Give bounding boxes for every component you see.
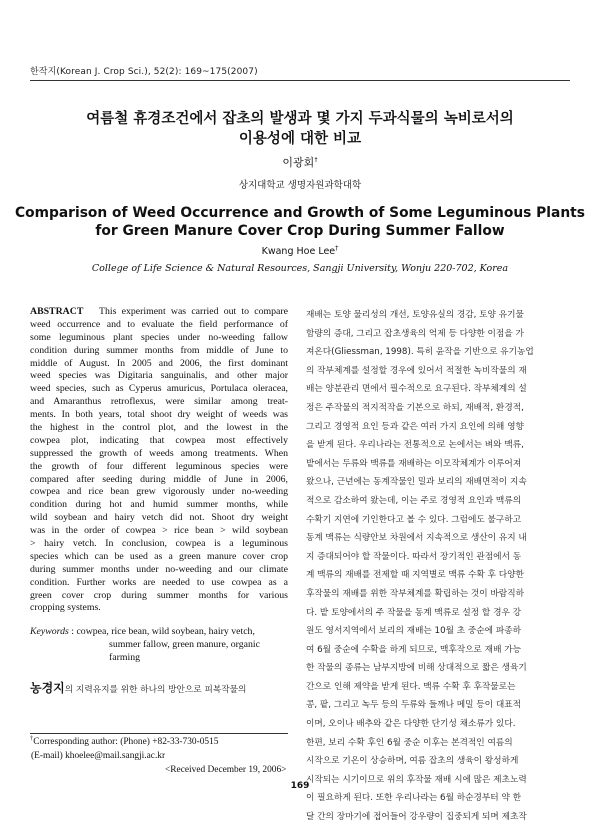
- korean-title-line-2: 이용성에 대한 비교: [238, 131, 362, 147]
- body-line: 배는 양분관리 면에서 필수적으로 요구된다. 작부체계의 설: [306, 384, 527, 395]
- abstract-line: suppressed the growth of weeds among treatments. When: [30, 447, 288, 459]
- body-line: 적으로 감소하여 왔는데, 이는 주로 경영적 요인과 맥류의: [306, 495, 522, 506]
- abstract-line: during summer months under no-weeding and our climate: [30, 563, 288, 575]
- keywords-line-2: summer fallow, green manure, organic farming: [109, 639, 260, 664]
- body-line: 한 작물의 종류는 남부지방에 비해 상대적으로 짧은 생육기: [306, 663, 527, 674]
- korean-affiliation: 상지대학교 생명자원과학대학: [238, 180, 362, 191]
- korean-title-line-1: 여름철 휴경조건에서 잡초의 발생과 몇 가지 두과식물의 녹비로서의: [86, 111, 514, 127]
- author-mark: †: [314, 155, 318, 164]
- footnote-mark: †: [30, 734, 34, 742]
- intro-dropword: 농경지: [30, 681, 65, 696]
- abstract-line: the growth of four different leguminous species were: [30, 460, 288, 472]
- english-author-mark: †: [335, 243, 339, 252]
- body-line: 의 작부체계를 설정할 경우에 있어서 적절한 녹비작물의 재: [306, 365, 527, 376]
- body-line: 함량의 증대, 그리고 잡초생육의 억제 등 다양한 이점을 가: [306, 328, 524, 339]
- footnote-corresponding: [30, 734, 219, 747]
- body-line: 시작으로 기온이 상승하며, 여름 잡초의 생육이 왕성하게: [306, 756, 519, 767]
- right-column: [306, 306, 570, 827]
- abstract-line: and Amaranthus retroflexus, were similar among treat-: [30, 396, 288, 408]
- body-line: 그리고 경영적 요인 등과 같은 여러 가지 요인에 의해 영향: [306, 421, 524, 432]
- abstract-body: [30, 319, 288, 615]
- body-line: 왔으나, 근년에는 동계작물인 밀과 보리의 재배면적이 지속: [306, 477, 527, 488]
- abstract-line: compared after seeding during middle of June in 2006,: [30, 473, 288, 485]
- english-author: [0, 243, 600, 257]
- abstract-line: ments. In both years, total shoot dry weight of weeds was: [30, 409, 288, 421]
- left-column: [30, 306, 288, 698]
- abstract-line: condition during hot and humid summer months, while: [30, 499, 288, 511]
- korean-author-name: 이광회: [282, 156, 315, 169]
- abstract-line: weed occurrence and to evaluate the field performance of: [30, 318, 288, 330]
- abstract-line: > hairy vetch. In conclusion, cowpea is a leguminous: [30, 538, 288, 550]
- body-line: 시작되는 시기이므로 위의 후작물 재배 시에 많은 제초노력: [306, 774, 527, 785]
- abstract-first-line: [30, 306, 288, 319]
- abstract-line: green cover crop during summer months for various: [30, 589, 288, 601]
- body-line: 재배는 토양 물리성의 개선, 토양유실의 경감, 토양 유기물: [306, 310, 524, 320]
- body-line: 정은 주작물의 적지적작을 기본으로 하되, 재배적, 환경적,: [306, 402, 524, 413]
- body-line: 간으로 인해 제약을 받게 된다. 맥류 수확 후 후작물로는: [306, 681, 516, 692]
- header-rule: [30, 80, 570, 81]
- abstract-line: some leguminous plant species under no-weeding fallow: [30, 331, 288, 343]
- english-title-line-1: Comparison of Weed Occurrence and Growth of Some Leguminous Plants: [15, 205, 585, 221]
- body-line: 밭에서는 두류와 맥류를 재배하는 이모작체계가 이루어져: [306, 458, 522, 469]
- abstract-line: was in the order of cowpea > rice bean > wild soybean: [30, 525, 288, 537]
- body-line: 계 맥류의 재배를 전제할 때 지역별로 맥류 수확 후 다양한: [306, 570, 524, 581]
- abstract-line: middle of August. In 2005 and 2006, the first dominant: [30, 357, 288, 369]
- abstract-line: condition. Further works are needed to use cowpea as a: [30, 576, 288, 588]
- page-number: 169: [290, 781, 310, 791]
- korean-author: [0, 154, 600, 170]
- body-line: 여 6월 중순에 수확을 하게 되므로, 맥후작으로 재배 가능: [306, 644, 522, 655]
- body-line: 지 증대되어야 할 작물이다. 따라서 장기적인 관점에서 동: [306, 551, 522, 562]
- body-line: 동계 맥류는 식량안보 차원에서 지속적으로 생산이 유지 내: [306, 533, 527, 544]
- body-line: 이 필요하게 된다. 또한 우리나라는 6월 하순경부터 약 한: [306, 793, 522, 804]
- abstract-first-text: This experiment was carried out to compare: [98, 306, 288, 317]
- body-line: 이며, 오이나 배추와 같은 다양한 단기성 채소류가 있다.: [306, 719, 516, 730]
- body-line: 원도 영서지역에서 보리의 재배는 10월 초 중순에 파종하: [306, 626, 522, 637]
- body-line: 콩, 팥, 그리고 녹두 등의 두류와 들깨나 메밀 등이 대표적: [306, 700, 522, 711]
- keywords-line-1: : cowpea, rice bean, wild soybean, hairy vetch,: [71, 626, 255, 638]
- abstract-line: the highest in the control plot, and the lowest in the: [30, 422, 288, 434]
- body-line: 져온다(Gliessman, 1998). 특히 윤작을 기반으로 유기농업: [306, 347, 534, 358]
- body-line: 한편, 보리 수확 후인 6월 중순 이후는 본격적인 여름의: [306, 737, 513, 748]
- english-affiliation: College of Life Science & Natural Resources, Sangji University, Wonju 220-702, Korea: [91, 263, 509, 274]
- journal-citation: 한작지(Korean J. Crop Sci.), 52(2): 169~175(2007): [30, 67, 258, 77]
- body-line: 다. 밭 토양에서의 주 작물을 동계 맥류로 설정 할 경우 강: [306, 607, 522, 618]
- body-line: 수확기 지연에 기인한다고 볼 수 있다. 그럼에도 불구하고: [306, 514, 522, 525]
- abstract-line: weed species, such as Cyperus amuricus, Portulaca oleracea,: [30, 383, 288, 395]
- body-line: 달 간의 장마기에 접어들어 강우량이 집중되게 되며 제초작: [306, 812, 527, 823]
- abstract-line: cowpea plot, indicating that cowpea most effectively: [30, 434, 288, 446]
- keywords: [30, 625, 288, 664]
- body-line: 을 받게 된다. 우리나라는 전통적으로 논에서는 벼와 맥류,: [306, 440, 524, 451]
- intro-text: 의 지력유지를 위한 하나의 방안으로 피복작물의: [64, 685, 247, 696]
- footnote-email: (E-mail) khoelee@mail.sangji.ac.kr: [31, 751, 166, 761]
- intro-first-line: [30, 680, 288, 698]
- abstract-line: cropping systems.: [30, 602, 101, 614]
- abstract-line: condition during summer months from middle of June to: [30, 344, 288, 356]
- footnote-rule: [30, 733, 288, 734]
- abstract-line: cowpea and rice bean grew vigorously under no-weeding: [30, 486, 288, 498]
- abstract-label: ABSTRACT: [30, 306, 84, 317]
- english-title-line-2: for Green Manure Cover Crop During Summer Fallow: [95, 223, 505, 239]
- footnote-corresponding-text: Corresponding author: (Phone) +82-33-730-0515: [33, 737, 219, 747]
- english-author-name: Kwang Hoe Lee: [261, 246, 336, 257]
- body-line: 후작물의 재배를 위한 작부체계를 확립하는 것이 바람직하: [306, 588, 524, 599]
- keywords-label: Keywords: [30, 626, 69, 638]
- abstract-line: species which can be used as a green manure cover crop: [30, 550, 288, 562]
- abstract-line: weed species was Digitaria sanguinalis, and other major: [30, 370, 288, 382]
- abstract-line: wild soybean and hairy vetch did not. Shoot dry weight: [30, 512, 288, 524]
- footnote-received: <Received December 19, 2006>: [165, 765, 287, 775]
